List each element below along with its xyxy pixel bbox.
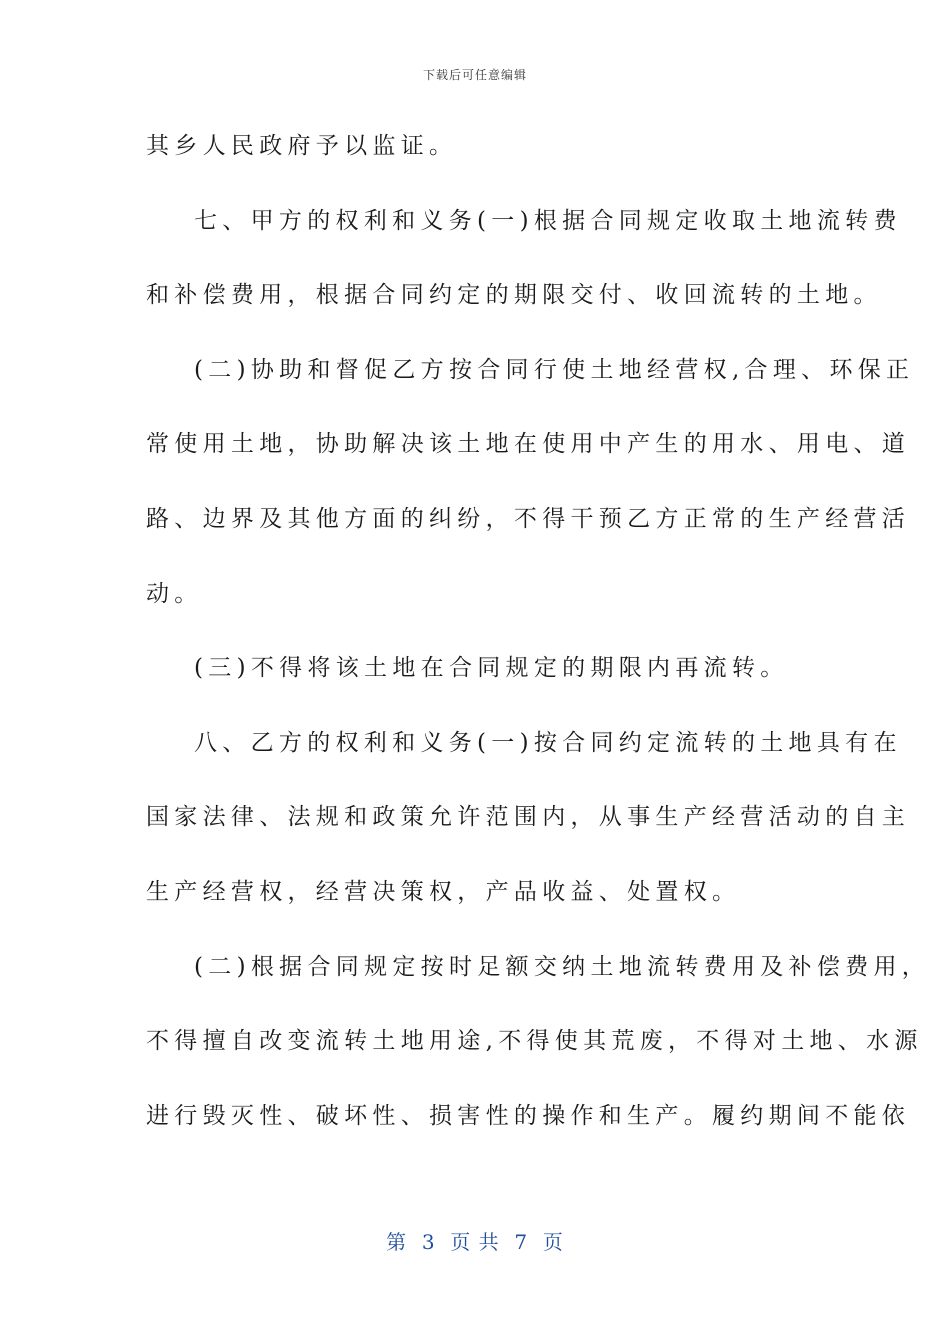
text-line: (二)协助和督促乙方按合同行使土地经营权,合理、环保正 <box>194 356 915 383</box>
text-line: 动。 <box>146 580 203 607</box>
page-number-footer: 第 3 页 共 7 页 <box>386 1230 564 1254</box>
text-line: 进行毁灭性、破坏性、损害性的操作和生产。履约期间不能依 <box>146 1102 911 1129</box>
text-line: 常使用土地，协助解决该土地在使用中产生的用水、用电、道 <box>146 431 911 458</box>
text-line: 不得擅自改变流转土地用途,不得使其荒废，不得对土地、水源 <box>146 1028 923 1055</box>
text-line: 路、边界及其他方面的纠纷，不得干预乙方正常的生产经营活 <box>146 505 911 532</box>
page-header-note: 下载后可任意编辑 <box>422 68 527 82</box>
text-line: 八、乙方的权利和义务(一)按合同约定流转的土地具有在 <box>194 729 902 756</box>
text-line: (三)不得将该土地在合同规定的期限内再流转。 <box>194 655 789 682</box>
text-line: 和补偿费用，根据合同约定的期限交付、收回流转的土地。 <box>146 282 882 309</box>
text-line: 国家法律、法规和政策允许范围内，从事生产经营活动的自主 <box>146 804 911 831</box>
text-line: 其乡人民政府予以监证。 <box>146 133 458 159</box>
document-body <box>146 130 931 1174</box>
text-line: (二)根据合同规定按时足额交纳土地流转费用及补偿费用， <box>194 953 931 980</box>
text-line: 生产经营权，经营决策权，产品收益、处置权。 <box>146 878 741 905</box>
text-line: 七、甲方的权利和义务(一)根据合同规定收取土地流转费 <box>194 207 902 234</box>
